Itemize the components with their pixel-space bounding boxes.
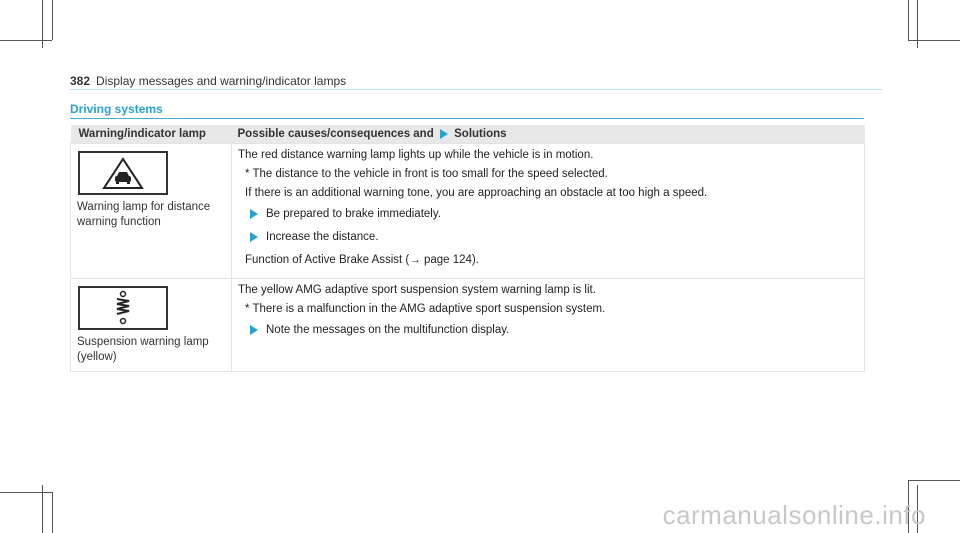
action-item — [238, 323, 858, 338]
cause-text: * There is a malfunction in the AMG adaptive sport suspension system. — [245, 303, 606, 315]
lamp-description: The yellow AMG adaptive sport suspension system warning lamp is lit. — [238, 284, 596, 296]
lamp-cell — [71, 144, 232, 279]
action-text: Increase the distance. — [266, 231, 379, 243]
section-divider — [70, 118, 864, 119]
column-header-solutions-label: Solutions — [454, 128, 507, 140]
column-header-lamp: Warning/indicator lamp — [71, 125, 232, 144]
header-divider — [70, 89, 882, 90]
lamp-label: Suspension warning lamp (yellow) — [77, 336, 209, 363]
action-item — [238, 207, 858, 222]
crop-mark — [52, 492, 53, 533]
crop-mark — [0, 492, 52, 493]
suspension-warning-lamp-icon — [78, 286, 168, 330]
crop-mark — [908, 0, 909, 40]
table-row — [71, 279, 865, 372]
action-item — [238, 230, 858, 245]
action-text: Be prepared to brake immediately. — [266, 208, 441, 220]
play-arrow-icon — [440, 129, 448, 139]
play-arrow-icon — [250, 232, 258, 242]
crop-mark — [908, 480, 960, 481]
detail-text: If there is an additional warning tone, you are approaching an obstacle at too high a speed. — [245, 187, 708, 199]
watermark: carmanualsonline.info — [662, 500, 926, 530]
crop-mark — [52, 0, 53, 40]
lamp-label: Warning lamp for distance warning function — [77, 201, 211, 228]
play-arrow-icon — [250, 325, 258, 335]
page-header-title: Display messages and warning/indicator lamps — [96, 74, 347, 88]
table-header-row — [71, 125, 865, 144]
crop-mark — [0, 40, 52, 41]
crop-mark — [908, 40, 960, 41]
lamp-cell — [71, 279, 232, 372]
page-header — [70, 74, 346, 88]
table-row — [71, 144, 865, 279]
lamp-description: The red distance warning lamp lights up while the vehicle is in motion. — [238, 149, 594, 161]
cross-reference-note[interactable]: Function of Active Brake Assist (→ page 124). — [245, 254, 479, 266]
causes-cell — [232, 144, 865, 279]
distance-warning-lamp-icon — [78, 151, 168, 195]
play-arrow-icon — [250, 209, 258, 219]
causes-cell — [232, 279, 865, 372]
column-header-causes — [232, 125, 865, 144]
page-number: 382 — [70, 74, 91, 88]
warning-lamp-table — [70, 125, 865, 372]
action-text: Note the messages on the multifunction display. — [266, 324, 510, 336]
cause-text: * The distance to the vehicle in front is too small for the speed selected. — [245, 168, 608, 180]
column-header-causes-label: Possible causes/consequences and — [237, 128, 434, 140]
section-title: Driving systems — [70, 102, 163, 116]
